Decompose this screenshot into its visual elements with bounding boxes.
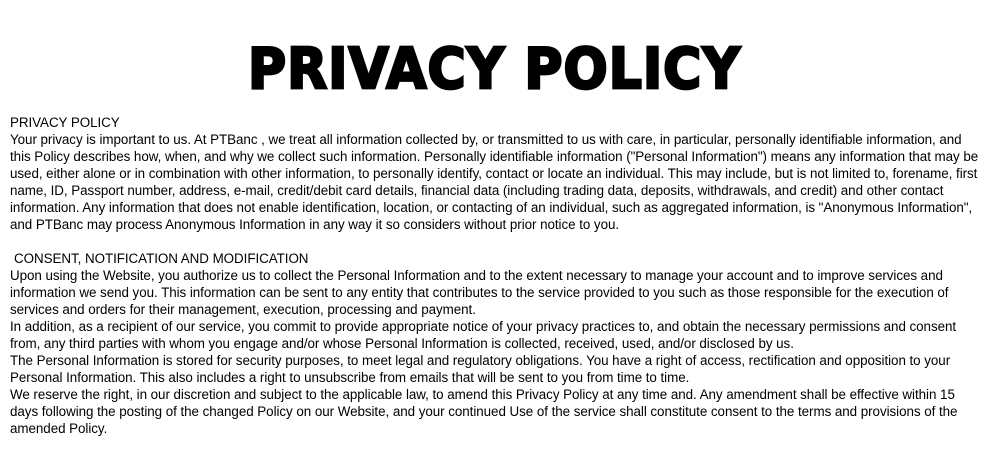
consent-paragraph-3: The Personal Information is stored for security purposes, to meet legal and regulatory obligations. You have a right of access, rectification and opposition to your Personal Information. This also includes a right to unsubscribe from emails that will be sent to you from time to time. (10, 353, 951, 385)
section-heading-consent: CONSENT, NOTIFICATION AND MODIFICATION (14, 251, 309, 266)
consent-paragraph-4: We reserve the right, in our discretion and subject to the applicable law, to amend this Privacy Policy at any time and. Any amendment shall be effective within 15 days following the posting of the changed Policy on our Website, and your continued Use of the service shall constitute consent to the terms and provisions of the amended Policy. (10, 387, 958, 436)
policy-content (10, 114, 982, 437)
page-title: PRIVACY POLICY (248, 36, 741, 102)
consent-paragraph-1: Upon using the Website, you authorize us to collect the Personal Information and to the extent necessary to manage your account and to improve services and information we send you. This information can be sent to any entity that contributes to the service provided to you such as those responsible for the execution of services and orders for their management, execution, processing and payment. (10, 268, 949, 317)
section-heading-privacy: PRIVACY POLICY (10, 115, 120, 130)
consent-paragraph-2: In addition, as a recipient of our service, you commit to provide appropriate notice of your privacy practices to, and obtain the necessary permissions and consent from, any third parties with whom you engage and/or whose Personal Information is collected, received, used, and/or disclosed by us. (10, 319, 957, 351)
section-spacer (10, 233, 982, 250)
privacy-paragraph: Your privacy is important to us. At PTBanc , we treat all information collected by, or transmitted to us with care, in particular, personally identifiable information, and this Policy describes how, when, and why we collect such information. Personally identifiable information ("Personal Information") means any information that may be used, either alone or in combination with other information, to personally identify, contact or locate an individual. This may include, but is not limited to, forename, first name, ID, Passport number, address, e-mail, credit/debit card details, financial data (including trading data, deposits, withdrawals, and credit) and other contact information. Any information that does not enable identification, location, or contacting of an individual, such as aggregated information, is "Anonymous Information", and PTBanc may process Anonymous Information in any way it so considers without prior notice to you. (10, 132, 979, 232)
